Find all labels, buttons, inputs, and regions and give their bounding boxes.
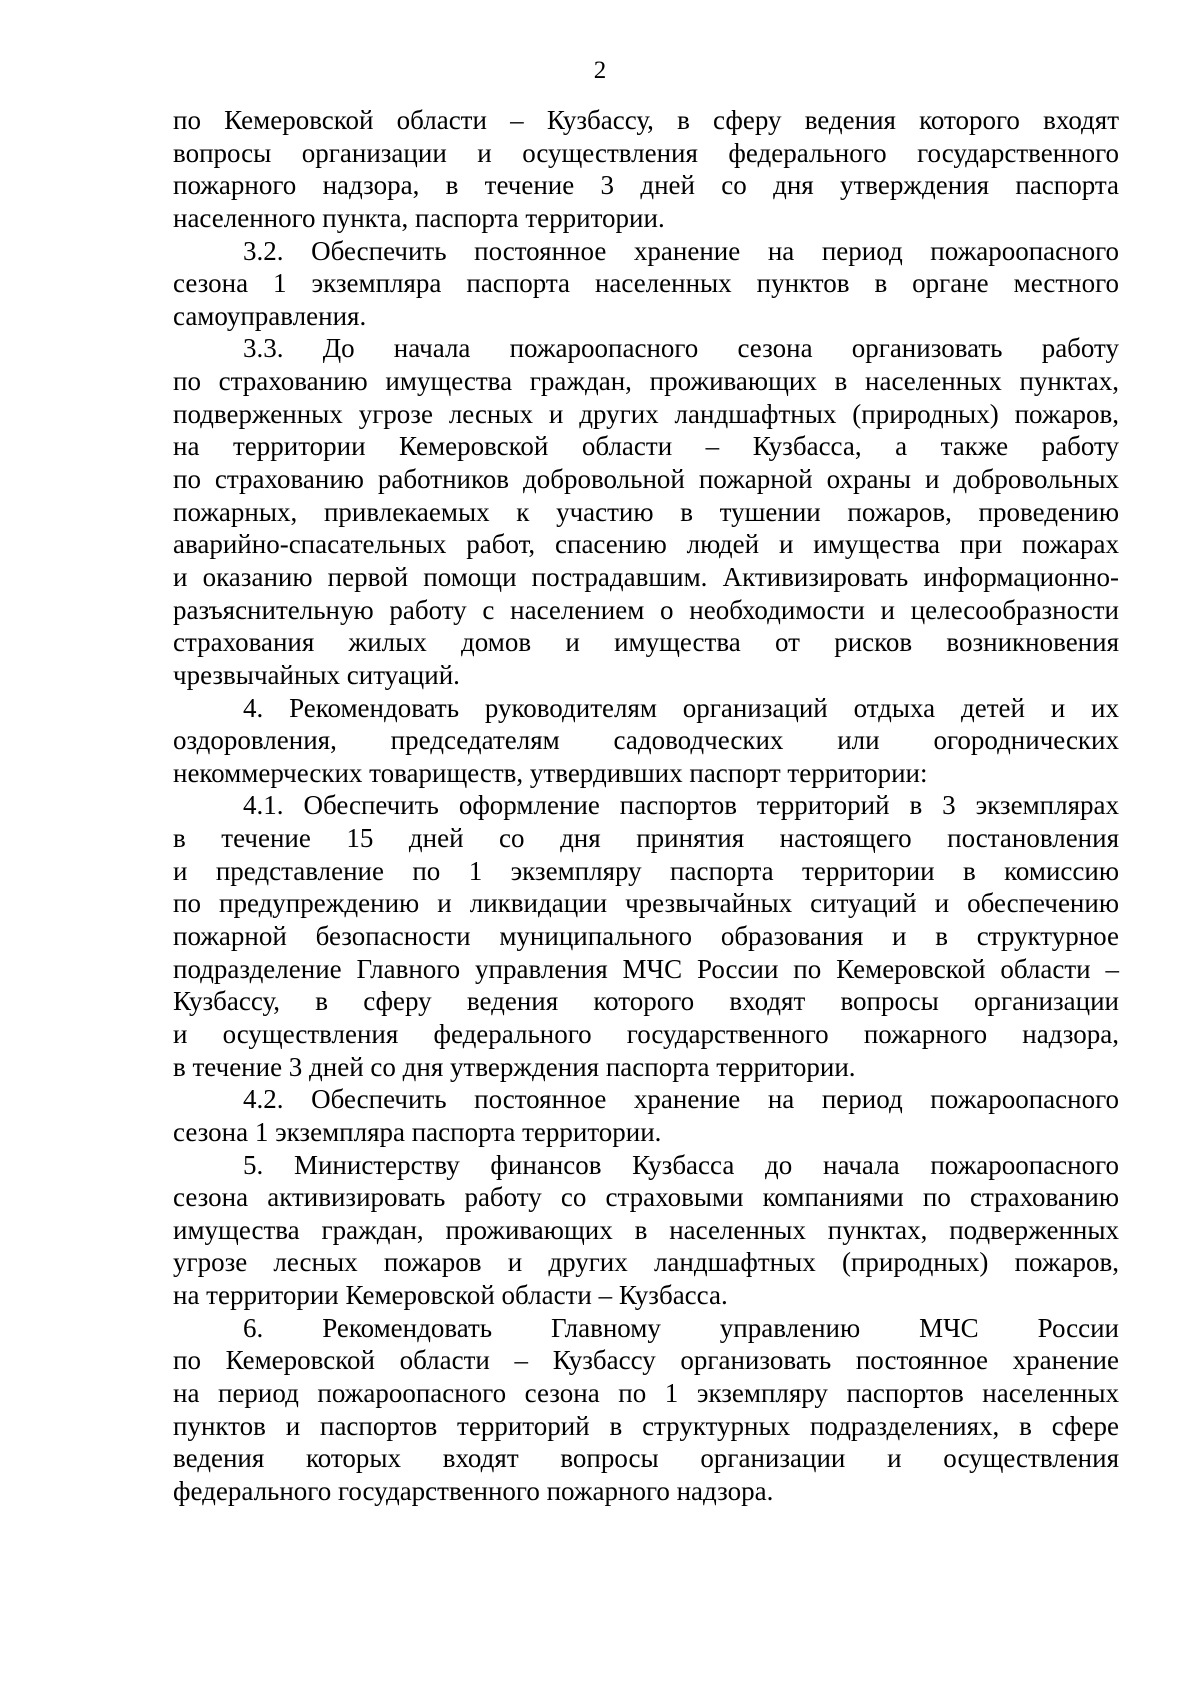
text-line: населенного пункта, паспорта территории. <box>173 202 665 233</box>
text-line: ведения которых входят вопросы организации и осуществления <box>173 1443 1119 1474</box>
text-line: подверженных угрозе лесных и других ландшафтных (природных) пожаров, <box>173 398 1119 429</box>
text-line: и осуществления федерального государственного пожарного надзора, <box>173 1018 1119 1049</box>
text-line: сезона активизировать работу со страховыми компаниями по страхованию <box>173 1182 1119 1213</box>
text-line: по страхованию работников добровольной пожарной охраны и добровольных <box>173 464 1119 495</box>
text-line: на территории Кемеровской области – Кузбасса, а также работу <box>173 431 1119 462</box>
text-line: пожарного надзора, в течение 3 дней со дня утверждения паспорта <box>173 170 1119 201</box>
text-line: страхования жилых домов и имущества от рисков возникновения <box>173 627 1119 658</box>
text-line: некоммерческих товариществ, утвердивших паспорт территории: <box>173 757 928 788</box>
text-line: пунктов и паспортов территорий в структурных подразделениях, в сфере <box>173 1410 1119 1441</box>
text-line: по предупреждению и ликвидации чрезвычайных ситуаций и обеспечению <box>173 888 1119 919</box>
text-line: в течение 15 дней со дня принятия настоящего постановления <box>173 823 1119 854</box>
text-line: имущества граждан, проживающих в населенных пунктах, подверженных <box>173 1214 1119 1245</box>
text-line: и представление по 1 экземпляру паспорта территории в комиссию <box>173 855 1119 886</box>
text-line: 3.2. Обеспечить постоянное хранение на период пожароопасного <box>243 235 1119 266</box>
text-line: 3.3. До начала пожароопасного сезона организовать работу <box>243 333 1119 364</box>
text-line: 5. Министерству финансов Кузбасса до начала пожароопасного <box>243 1149 1119 1180</box>
text-line: подразделение Главного управления МЧС России по Кемеровской области – <box>173 953 1119 984</box>
text-line: вопросы организации и осуществления федерального государственного <box>173 137 1119 168</box>
text-line: по Кемеровской области – Кузбассу организовать постоянное хранение <box>173 1345 1119 1376</box>
text-line: самоуправления. <box>173 300 367 331</box>
text-line: оздоровления, председателям садоводческих или огороднических <box>173 725 1119 756</box>
text-line: аварийно-спасательных работ, спасению людей и имущества при пожарах <box>173 529 1119 560</box>
text-line: чрезвычайных ситуаций. <box>173 659 460 690</box>
text-line: 4. Рекомендовать руководителям организаций отдыха детей и их <box>243 692 1119 723</box>
text-line: пожарных, привлекаемых к участию в тушении пожаров, проведению <box>173 496 1119 527</box>
text-line: по страхованию имущества граждан, проживающих в населенных пунктах, <box>173 366 1119 397</box>
text-line: разъяснительную работу с населением о необходимости и целесообразности <box>173 594 1119 625</box>
text-line: и оказанию первой помощи пострадавшим. Активизировать информационно- <box>173 561 1119 592</box>
text-line: в течение 3 дней со дня утверждения паспорта территории. <box>173 1051 856 1082</box>
text-line: 6. Рекомендовать Главному управлению МЧС России <box>243 1312 1119 1343</box>
text-line: 4.2. Обеспечить постоянное хранение на период пожароопасного <box>243 1084 1119 1115</box>
page-number: 2 <box>593 57 607 84</box>
text-line: по Кемеровской области – Кузбассу, в сферу ведения которого входят <box>173 105 1119 135</box>
text-line: сезона 1 экземпляра паспорта населенных пунктов в органе местного <box>173 268 1119 299</box>
text-line: 4.1. Обеспечить оформление паспортов территорий в 3 экземплярах <box>243 790 1119 821</box>
text-line: сезона 1 экземпляра паспорта территории. <box>173 1116 662 1147</box>
text-line: пожарной безопасности муниципального образования и в структурное <box>173 921 1119 952</box>
text-line: на территории Кемеровской области – Кузбасса. <box>173 1280 728 1311</box>
text-line: федерального государственного пожарного надзора. <box>173 1475 774 1506</box>
document-body <box>173 104 1119 1508</box>
text-line: на период пожароопасного сезона по 1 экземпляру паспортов населенных <box>173 1377 1119 1408</box>
text-line: угрозе лесных пожаров и других ландшафтных (природных) пожаров, <box>173 1247 1119 1278</box>
text-line: Кузбассу, в сферу ведения которого входят вопросы организации <box>173 986 1119 1017</box>
